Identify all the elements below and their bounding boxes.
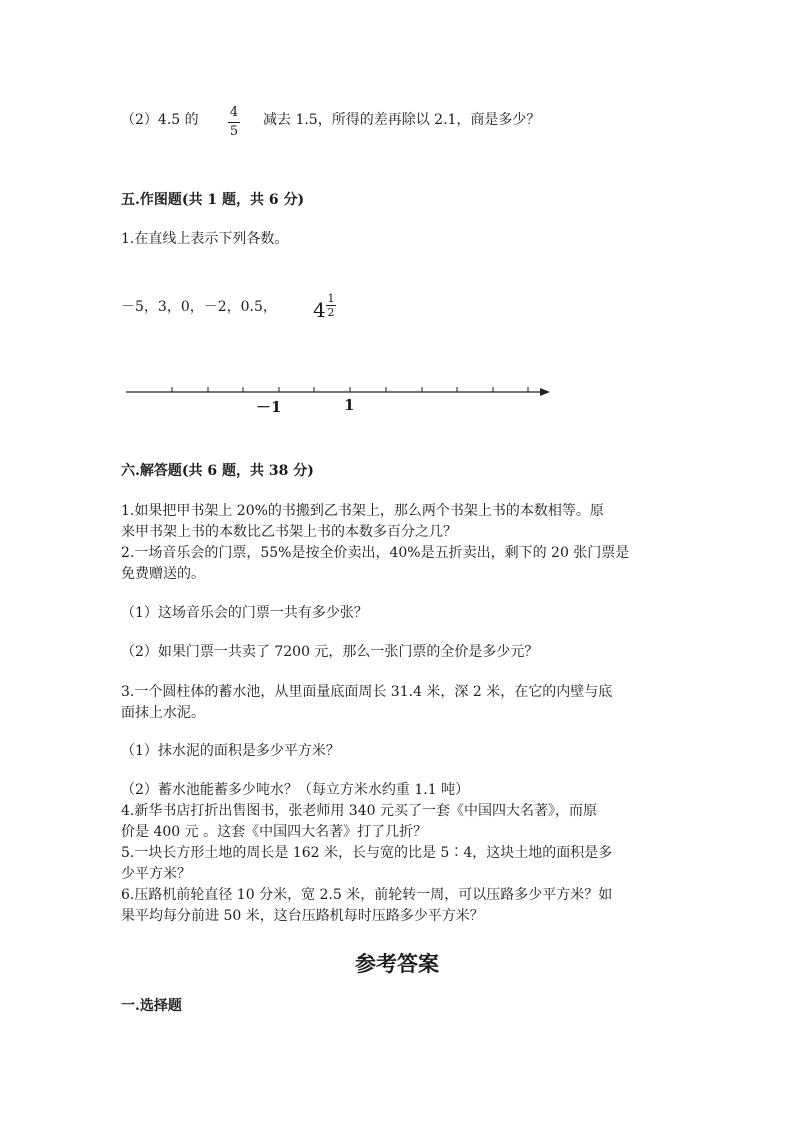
tick-label-minus-one: －1 [256, 398, 282, 416]
mixed-fraction [326, 293, 336, 318]
solve-line: 价是 400 元 。这套《中国四大名著》打了几折？ [121, 824, 428, 840]
solve-line: 6.压路机前轮直径 10 分米，宽 2.5 米，前轮转一周，可以压路多少平方米？如 [121, 887, 613, 903]
solve-line: （2）蓄水池能蓄多少吨水？（每立方米水约重 1.1 吨） [121, 782, 470, 798]
question-text-suffix: 减去 1.5，所得的差再除以 2.1，商是多少？ [263, 112, 541, 128]
question-text-prefix: （2）4.5 的 [121, 112, 199, 128]
fraction-bar [228, 122, 240, 123]
section-title-solve: 六.解答题(共 6 题，共 38 分) [121, 463, 314, 479]
answer-subsection-title: 一.选择题 [121, 998, 182, 1014]
solve-line: （2）如果门票一共卖了 7200 元，那么一张门票的全价是多少元？ [121, 644, 539, 660]
solve-line: 少平方米？ [121, 866, 191, 882]
fraction-denominator: 5 [229, 124, 239, 139]
solve-line: （1）抹水泥的面积是多少平方米？ [121, 743, 340, 759]
solve-line: 4.新华书店打折出售图书，张老师用 340 元买了一套《中国四大名著》，而原 [121, 803, 597, 819]
solve-line: 果平均每分前进 50 米，这台压路机每时压路多少平方米？ [121, 908, 484, 924]
tick-label-one: 1 [344, 396, 355, 414]
fraction-numerator: 4 [229, 105, 239, 120]
solve-line: 5.一块长方形土地的周长是 162 米，长与宽的比是 5∶4，这块土地的面积是多 [121, 845, 613, 861]
number-line-ticks [172, 387, 528, 392]
solve-line: 1.如果把甲书架上 20%的书搬到乙书架上，那么两个书架上书的本数相等。原 [121, 503, 604, 519]
mixed-denominator: 2 [327, 306, 335, 319]
section-title-drawing: 五.作图题(共 1 题，共 6 分) [121, 192, 305, 208]
answer-title: 参考答案 [355, 951, 439, 976]
mixed-number [313, 292, 339, 327]
solve-line: 来甲书架上书的本数比乙书架上书的本数多百分之几？ [121, 524, 457, 540]
solve-line: 免费赠送的。 [121, 566, 205, 582]
fraction-four-fifths [224, 106, 244, 139]
solve-line: （1）这场音乐会的门票一共有多少张？ [121, 605, 368, 621]
solve-line: 2.一场音乐会的门票，55%是按全价卖出，40%是五折卖出，剩下的 20 张门票是 [121, 545, 630, 561]
number-list: －5，3，0，－2，0.5， [121, 299, 277, 315]
mixed-whole: 4 [313, 298, 326, 322]
solve-line: 面抹上水泥。 [121, 705, 205, 721]
solve-line: 3.一个圆柱体的蓄水池，从里面量底面周长 31.4 米，深 2 米，在它的内壁与底 [121, 684, 613, 700]
number-line-arrow [540, 388, 550, 396]
mixed-numerator: 1 [327, 292, 335, 305]
number-line [0, 370, 794, 430]
drawing-question-1: 1.在直线上表示下列各数。 [121, 231, 289, 247]
